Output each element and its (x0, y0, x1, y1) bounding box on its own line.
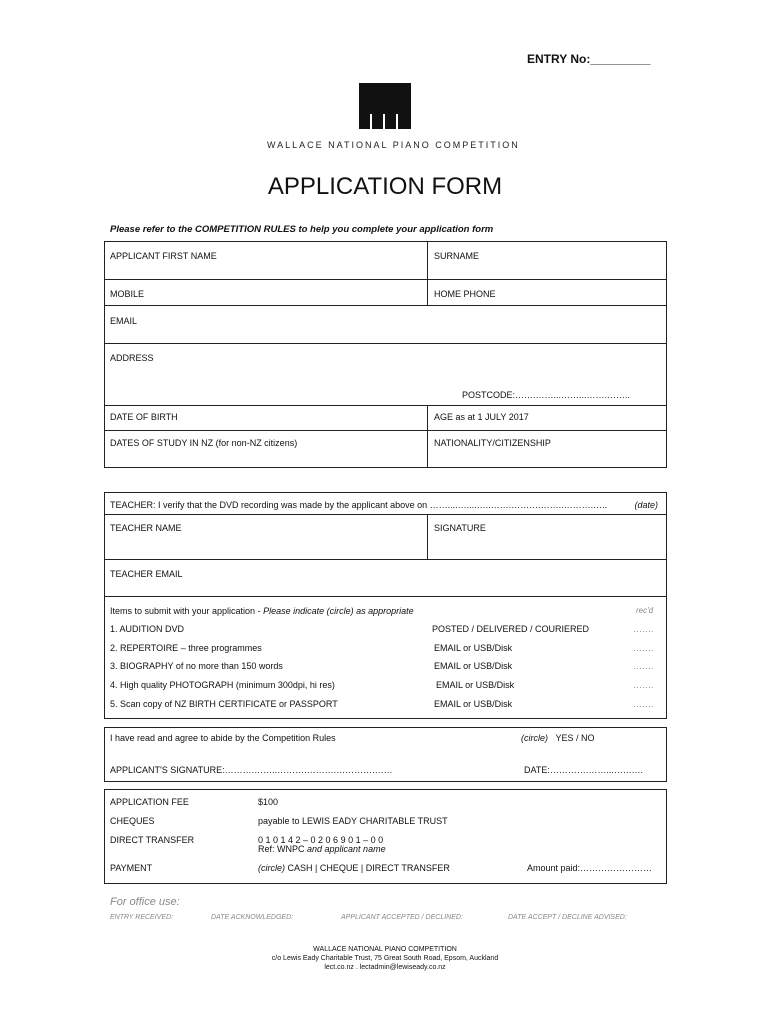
payment-method-choice[interactable]: (circle) CASH | CHEQUE | DIRECT TRANSFER (258, 863, 450, 873)
item-row-label: 4. High quality PHOTOGRAPH (minimum 300dpi, hi res) (110, 680, 335, 690)
footer-contact: lect.co.nz . lectadmin@lewiseady.co.nz (324, 964, 446, 971)
email-field[interactable]: EMAIL (110, 316, 138, 326)
item-row-received[interactable]: ……. (633, 680, 654, 690)
applicant-details-section (104, 241, 667, 468)
teacher-signature-field[interactable]: SIGNATURE (434, 523, 486, 533)
payment-label: PAYMENT (110, 863, 153, 873)
cheques-label: CHEQUES (110, 816, 155, 826)
item-row-received[interactable]: ……. (633, 624, 654, 634)
item-row-label: 2. REPERTOIRE – three programmes (110, 643, 262, 653)
teacher-email-field[interactable]: TEACHER EMAIL (110, 569, 183, 579)
transfer-label: DIRECT TRANSFER (110, 835, 195, 845)
applicant-signature-field[interactable]: APPLICANT'S SIGNATURE:……….……..……….……….………….…… (110, 765, 393, 775)
fee-label: APPLICATION FEE (110, 797, 189, 807)
surname-field[interactable]: SURNAME (434, 251, 480, 261)
address-field[interactable]: ADDRESS (110, 353, 154, 363)
teacher-verification-text: TEACHER: I verify that the DVD recording was made by the applicant above on ……....…....…..…….……….……..……….….. (110, 500, 608, 510)
agreement-statement: I have read and agree to abide by the Competition Rules (110, 733, 336, 743)
nationality-field[interactable]: NATIONALITY/CITIZENSHIP (434, 438, 551, 448)
first-name-field[interactable]: APPLICANT FIRST NAME (110, 251, 217, 261)
cheques-value: payable to LEWIS EADY CHARITABLE TRUST (258, 816, 448, 826)
yes-no-choice[interactable]: (circle) YES / NO (521, 733, 595, 743)
date-of-birth-field[interactable]: DATE OF BIRTH (110, 412, 178, 422)
footer-address: c/o Lewis Eady Charitable Trust, 75 Great South Road, Epsom, Auckland (271, 955, 499, 962)
office-use-heading: For office use: (110, 896, 180, 908)
teacher-date-label: (date) (634, 500, 658, 510)
item-row-received[interactable]: ……. (633, 699, 654, 709)
item-row-options[interactable]: EMAIL or USB/Disk (434, 643, 513, 653)
transfer-reference: Ref: WNPC and applicant name (258, 844, 386, 854)
age-field[interactable]: AGE as at 1 JULY 2017 (434, 412, 529, 422)
office-date-acknowledged: DATE ACKNOWLEDGED: (211, 914, 294, 921)
logo-text: WALLACE NATIONAL PIANO COMPETITION (267, 140, 520, 150)
item-row-received[interactable]: ……. (633, 643, 654, 653)
competition-logo-icon (359, 83, 411, 129)
office-date-advised: DATE ACCEPT / DECLINE ADVISED: (508, 914, 627, 921)
item-row-received[interactable]: ……. (633, 661, 654, 671)
amount-paid-field[interactable]: Amount paid:…………………… (527, 863, 653, 873)
item-row-options[interactable]: EMAIL or USB/Disk (434, 661, 513, 671)
office-applicant-accepted: APPLICANT ACCEPTED / DECLINED: (341, 914, 463, 921)
postcode-field[interactable]: POSTCODE:…….……...……...…….…….. (462, 390, 631, 400)
entry-number: ENTRY No:_________ (527, 52, 651, 66)
item-row-label: 3. BIOGRAPHY of no more than 150 words (110, 661, 283, 671)
footer-organisation: WALLACE NATIONAL PIANO COMPETITION (313, 946, 457, 953)
item-row-options[interactable]: POSTED / DELIVERED / COURIERED (432, 624, 590, 634)
dates-of-study-field[interactable]: DATES OF STUDY IN NZ (for non-NZ citizens) (110, 438, 298, 448)
page-title: APPLICATION FORM (267, 173, 503, 200)
mobile-field[interactable]: MOBILE (110, 289, 145, 299)
office-entry-received: ENTRY RECEIVED: (110, 914, 174, 921)
received-column-label: rec'd (636, 606, 654, 615)
fee-value: $100 (258, 797, 279, 807)
teacher-verification[interactable] (110, 500, 660, 510)
item-row-options[interactable]: EMAIL or USB/Disk (434, 699, 513, 709)
items-intro: Items to submit with your application - Please indicate (circle) as appropriate (110, 606, 414, 616)
home-phone-field[interactable]: HOME PHONE (434, 289, 496, 299)
agreement-date-field[interactable]: DATE:………….……...…….… (524, 765, 644, 775)
instruction-text: Please refer to the COMPETITION RULES to help you complete your application form (110, 224, 494, 235)
item-row-label: 1. AUDITION DVD (110, 624, 185, 634)
teacher-name-field[interactable]: TEACHER NAME (110, 523, 182, 533)
item-row-label: 5. Scan copy of NZ BIRTH CERTIFICATE or PASSPORT (110, 699, 338, 709)
transfer-account: 0 1 0 1 4 2 – 0 2 0 6 9 0 1 – 0 0 (258, 835, 384, 845)
item-row-options[interactable]: EMAIL or USB/Disk (436, 680, 515, 690)
